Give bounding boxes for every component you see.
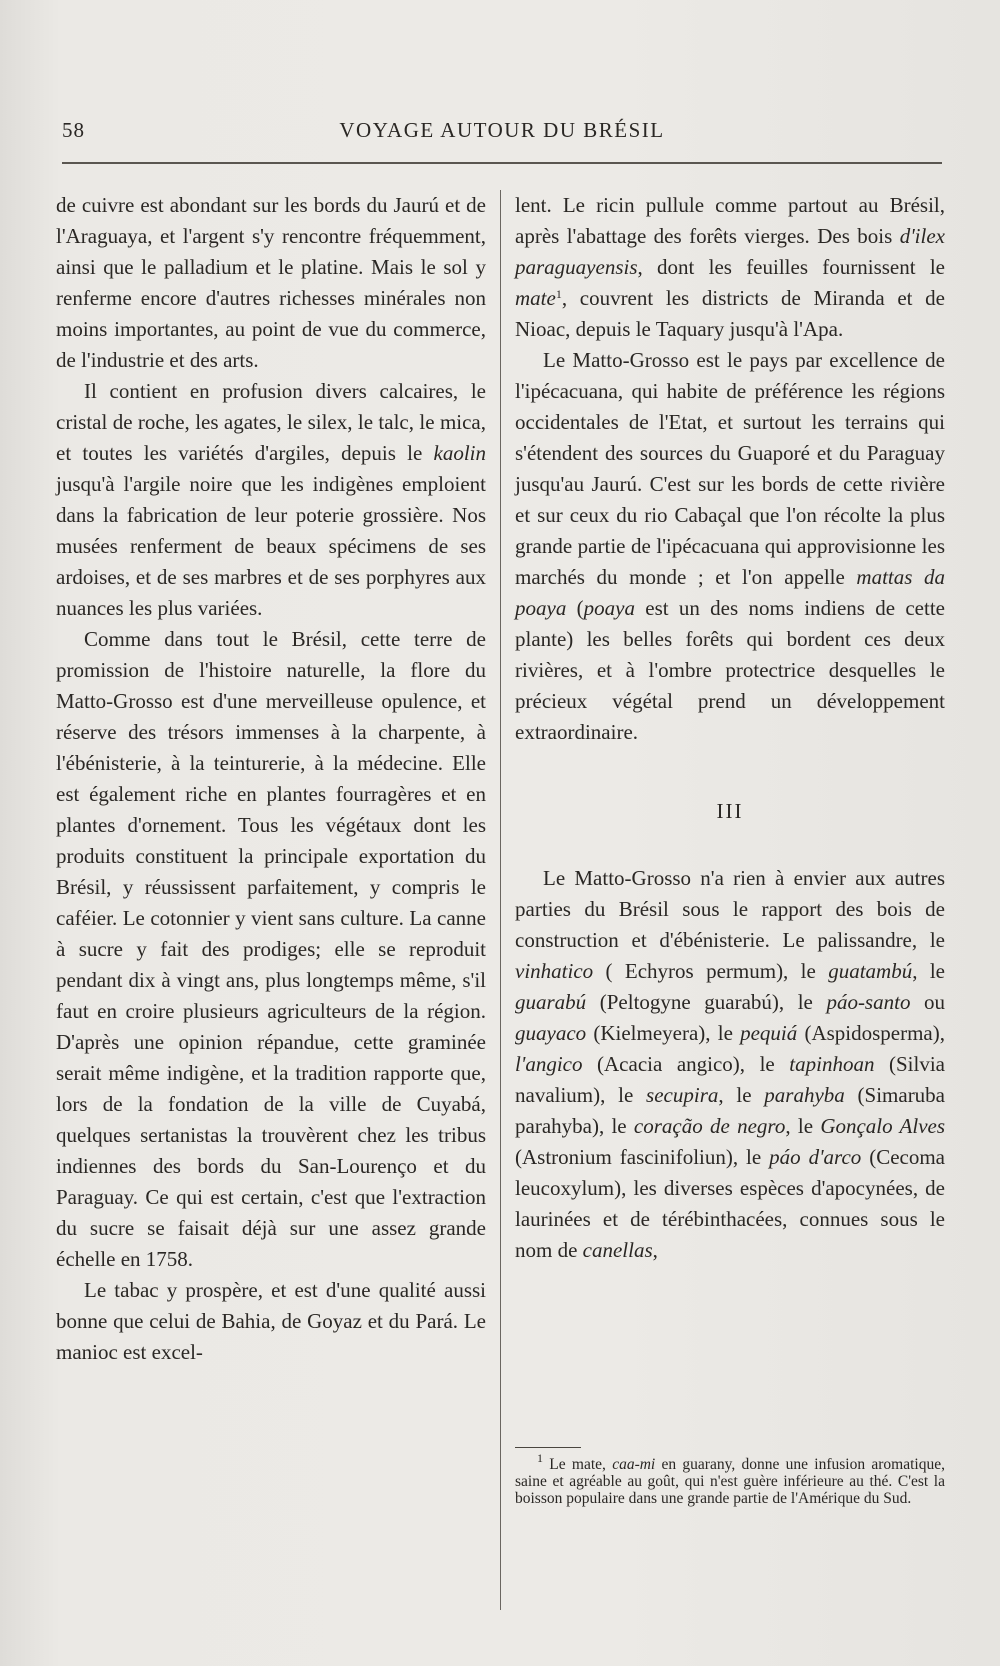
paragraph-clays xyxy=(56,376,486,624)
footnote xyxy=(515,1451,945,1507)
text-run: Le Matto-Grosso est le pays par excellence de l'ipécacuana, qui habite de préférence les régions occidentales de l'Etat, et surtout les terrains qui s'étendent des sources du Guaporé et du Paraguay jusqu'au Jaurú. C'est sur les bords de cette rivière et sur ceux du rio Cabaçal que l'on récolte la plus grande partie de l'ipécacuana qui approvisionne les marchés du monde ; et l'on appelle xyxy=(515,348,945,589)
text-run: (Kielmeyera), le xyxy=(586,1021,741,1045)
text-run: (Peltogyne guarabú), le xyxy=(586,990,827,1014)
text-run: Le Matto-Grosso n'a rien à envier aux autres parties du Brésil sous le rapport des bois de construction et d'ébénisterie. Le palissandre, le xyxy=(515,866,945,952)
text-run: en guarany, donne une infusion aromatique, saine et agréable au goût, qui n'est guère inférieure au thé. C'est la boisson populaire dans une grande partie de l'Amérique du Sud. xyxy=(515,1456,945,1507)
text-run: (Simaruba parahyba), le xyxy=(515,1083,946,1138)
section-heading: III xyxy=(716,799,744,823)
text-run: Le mate, xyxy=(543,1456,613,1473)
italic-term: guarabú xyxy=(515,990,587,1014)
text-run: (Aspidosperma), xyxy=(797,1021,945,1045)
footnote-rule xyxy=(515,1447,581,1448)
paragraph-ricin xyxy=(515,190,945,345)
header-rule xyxy=(62,162,942,164)
left-column xyxy=(56,190,486,1368)
italic-term: vinhatico xyxy=(515,959,594,983)
text-run: , xyxy=(652,1238,658,1262)
italic-term: poaya xyxy=(583,596,635,620)
italic-term: mate xyxy=(515,286,556,310)
italic-term: mattas da poaya xyxy=(515,565,945,620)
text-run: , le xyxy=(912,959,945,983)
italic-term: tapinhoan xyxy=(789,1052,875,1076)
paragraph-woods xyxy=(515,863,945,1266)
text-run: (Astronium fascinifoliun), le xyxy=(515,1145,770,1169)
italic-term: l'angico xyxy=(515,1052,583,1076)
text-run: (Cecoma leucoxylum), les diverses espèces d'apocynées, de laurinées et de térébinthacées, connues sous le nom de xyxy=(515,1145,945,1262)
text-run: est un des noms indiens de cette plante) les belles forêts qui bordent ces deux rivières, et à l'ombre protectrice desquelles le précieux végétal prend un développement extraordinaire. xyxy=(515,596,945,744)
text-run: , le xyxy=(785,1114,821,1138)
text-run: (Silvia navalium), le xyxy=(515,1052,946,1107)
text-run: , le xyxy=(718,1083,765,1107)
italic-term: parahyba xyxy=(764,1083,845,1107)
text-run: ou xyxy=(910,990,945,1014)
italic-term: canellas xyxy=(582,1238,653,1262)
italic-term: páo-santo xyxy=(826,990,911,1014)
italic-term: coração de negro xyxy=(633,1114,786,1138)
right-column xyxy=(515,190,945,1266)
italic-term: pequiá xyxy=(740,1021,798,1045)
footnote-marker: 1 xyxy=(537,1451,543,1465)
italic-term: kaolin xyxy=(433,441,486,465)
text-run: Il contient en profusion divers calcaires, le cristal de roche, les agates, le silex, le talc, le mica, et toutes les variétés d'argiles, depuis le xyxy=(56,379,486,465)
italic-term: d'ilex paraguayensis xyxy=(515,224,945,279)
running-title: VOYAGE AUTOUR DU BRÉSIL xyxy=(339,118,665,142)
footnote-reference[interactable]: 1 xyxy=(555,287,562,301)
text-run: ( xyxy=(566,596,584,620)
paragraph-tobacco: Le tabac y prospère, et est d'une qualité aussi bonne que celui de Bahia, de Goyaz et du Pará. Le manioc est excel- xyxy=(56,1278,486,1364)
italic-term: secupira xyxy=(646,1083,719,1107)
italic-term: guayaco xyxy=(515,1021,587,1045)
paragraph-minerals: de cuivre est abondant sur les bords du Jaurú et de l'Araguaya, et l'argent s'y rencontre fréquemment, ainsi que le palladium et le platine. Mais le sol y renferme encore d'autres richesses minérales non moins importantes, au point de vue du commerce, de l'industrie et des arts. xyxy=(56,193,486,372)
text-run: , dont les feuilles fournissent le xyxy=(637,255,945,279)
column-divider xyxy=(500,190,501,1610)
paragraph-ipecacuana xyxy=(515,345,945,748)
paragraph-flora: Comme dans tout le Brésil, cette terre de promission de l'histoire naturelle, la flore du Matto-Grosso est d'une merveilleuse opulence, et réserve des trésors immenses à la charpente, à l'ébénisterie, à la teinturerie, à la médecine. Elle est également riche en plantes fourragères et en plantes d'ornement. Tous les végétaux dont les produits constituent la principale exportation du Brésil, y réussissent parfaitement, y compris le caféier. Le cotonnier y vient sans culture. La canne à sucre y fait des prodiges; elle se reproduit pendant dix à vingt ans, plus longtemps même, s'il faut en croire plusieurs agriculteurs de la région. D'après une opinion répandue, cette graminée serait même indigène, et la tradition rapporte que, lors de la fondation de la ville de Cuyabá, quelques sertanistas la trouvèrent chez les tribus indiennes des bords du San-Lourenço et du Paraguay. Ce qui est certain, c'est que l'extraction du sucre se faisait déjà sur une assez grande échelle en 1758. xyxy=(56,627,486,1271)
italic-term: páo d'arco xyxy=(769,1145,862,1169)
text-run: lent. Le ricin pullule comme partout au Brésil, après l'abattage des forêts vierges. Des bois xyxy=(515,193,945,248)
text-run: , couvrent les districts de Miranda et de Nioac, depuis le Taquary jusqu'à l'Apa. xyxy=(515,286,945,341)
italic-term: guatambú xyxy=(828,959,913,983)
text-run: ( Echyros permum), le xyxy=(593,959,829,983)
italic-term: Gonçalo Alves xyxy=(820,1114,946,1138)
text-run: jusqu'à l'argile noire que les indigènes emploient dans la fabrication de leur poterie grossière. Nos musées renferment de beaux spécimens de ses ardoises, et de ses marbres et de ses porphyres aux nuances les plus variées. xyxy=(56,472,486,620)
text-run: (Acacia angico), le xyxy=(582,1052,790,1076)
page-number: 58 xyxy=(62,118,85,142)
italic-term: caa-mi xyxy=(612,1456,656,1473)
